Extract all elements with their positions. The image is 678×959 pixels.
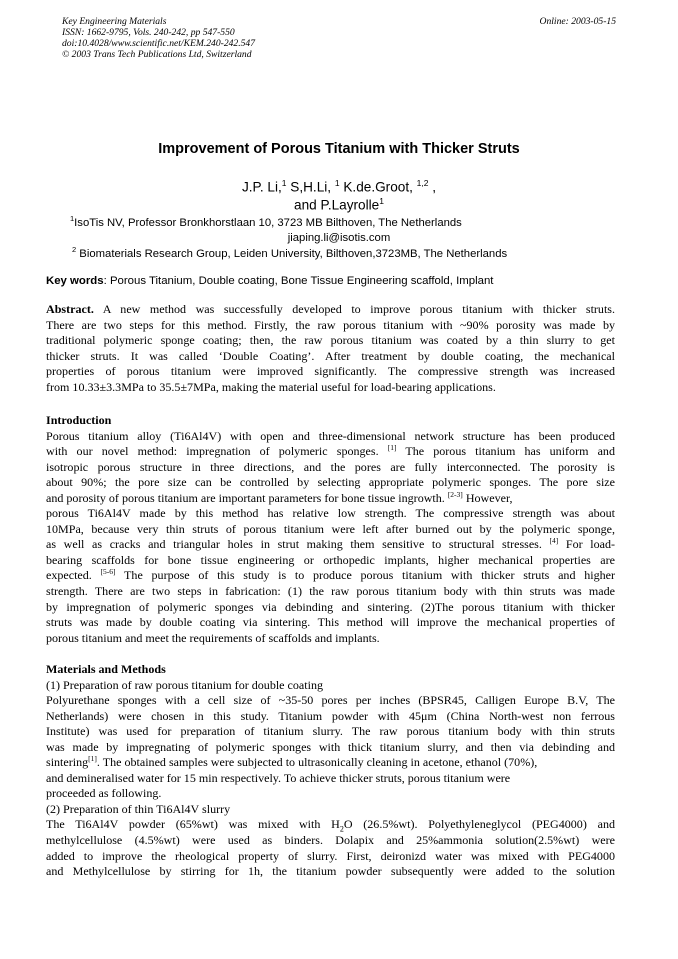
affiliation-2: $^2$ Biomaterials Research Group, Leiden University, Bilthoven,3723MB, The Netherlands: [72, 245, 508, 260]
citation: [1]: [88, 754, 97, 764]
keywords-label: Key words: [46, 275, 104, 287]
journal-name: Key Engineering Materials: [62, 16, 167, 27]
materials-subheading: (2) Preparation of thin Ti6Al4V slurry: [46, 801, 231, 816]
materials-line: was made by impregnating of polymeric sponges with thick titanium slurry, and then via debinding and: [46, 739, 615, 754]
materials-line: Polyurethane sponges with a cell size of ~35-50 pores per inches (BPSR45, Calligen Europe B.V, The: [46, 693, 615, 708]
affiliation-1: $^1$IsoTis NV, Professor Bronkhorstlaan 10, 3723 MB Bilthoven, The Netherlands: [70, 214, 462, 229]
abstract-section: [46, 302, 615, 395]
intro-line: and porosity of porous titanium are important parameters for bone tissue ingrowth. [2-3] However,: [46, 489, 513, 505]
materials-line: sintering[1]. The obtained samples were subjected to ultrasonically cleaning in acetone, ethanol (70%),: [46, 754, 538, 770]
abstract-line: There are two steps for this method. Firstly, the raw porous titanium with ~90% porosity was made by: [46, 317, 615, 332]
intro-line: strength. There are two steps in fabrication: (1) the raw porous titanium body with thin struts was made: [46, 584, 615, 599]
intro-line: by impregnation of polymeric sponges via debinding and sintering. (2)The porous titanium with thicker: [46, 599, 615, 614]
authors-line-2: and P.Layrolle$^1$: [294, 196, 384, 213]
materials-line: proceeded as following.: [46, 786, 162, 801]
materials-line: Institute) was used for preparation of titanium slurry. The raw porous titanium body with thin struts: [46, 724, 615, 739]
journal-issn: ISSN: 1662-9795, Vols. 240-242, pp 547-550: [62, 27, 235, 38]
intro-line: expected. [5-6] The purpose of this study is to produce porous titanium with thicker struts and higher: [46, 567, 615, 583]
abstract-line: traditional polymeric sponge coating; then, the raw porous titanium was coated by a thin slurry to get: [46, 333, 615, 348]
abstract-line: thicker struts. It was called ‘Double Coating’. After treatment by double coating, the mechanical: [46, 348, 615, 363]
materials-line: Netherlands) were chosen in this study. Titanium powder with 45μm (China North-west non ferrous: [46, 708, 615, 723]
abstract-line: from 10.33±3.3MPa to 35.5±7MPa, making the material useful for load-bearing applications.: [46, 379, 496, 394]
intro-line: Porous titanium alloy (Ti6Al4V) with open and three-dimensional network structure has been produced: [46, 428, 615, 443]
materials-line: The Ti6Al4V powder (65%wt) was mixed with $H_2O$ (26.5%wt). Polyethyleneglycol (PEG4000) and: [46, 817, 615, 834]
intro-line: porous titanium and meet the requirements of scaffolds and implants.: [46, 630, 380, 645]
citation: [5-6]: [100, 567, 116, 577]
intro-line: bearing scaffolds for bone tissue engineering or orthopedic implants, higher mechanical properties are: [46, 552, 615, 567]
abstract-line: properties of porous titanium were improved significantly. The compressive strength was increased: [46, 364, 615, 379]
intro-line: as well as cracks and triangular holes in strut making them sensitive to structural stresses. [4] For load-: [46, 536, 615, 552]
citation: [2-3]: [447, 489, 463, 499]
journal-copyright: © 2003 Trans Tech Publications Ltd, Switzerland: [62, 49, 252, 60]
intro-line: about 90%; the pore size can be controlled by selecting appropriate polymeric sponges. The pore size: [46, 475, 615, 490]
journal-header: [62, 16, 255, 60]
citation: [4]: [549, 536, 559, 546]
materials-line: methylcellulose (4.5%wt) were used as binders. Dolapix and 25%ammonia solution(2.5%wt) were: [46, 833, 615, 848]
introduction-section: [46, 413, 615, 646]
online-date: Online: 2003-05-15: [539, 16, 616, 27]
intro-line: struts was made by double coating via sintering. This method will improve the mechanical properties of: [46, 615, 615, 630]
materials-line: added to improve the rheological property of slurry. First, deironizd water was mixed with PEG4000: [46, 848, 615, 863]
introduction-heading: Introduction: [46, 413, 112, 427]
author-email: jiaping.li@isotis.com: [287, 232, 391, 244]
materials-subheading: (1) Preparation of raw porous titanium for double coating: [46, 677, 324, 692]
keywords: [46, 275, 493, 287]
materials-heading: Materials and Methods: [46, 662, 166, 676]
abstract-label: Abstract.: [46, 302, 94, 316]
paper-title: Improvement of Porous Titanium with Thicker Struts: [158, 141, 520, 157]
materials-section: [46, 662, 615, 880]
materials-line: and Methylcellulose by stirring for 1h, the titanium powder subsequently were added to the solution: [46, 864, 615, 879]
citation: [1]: [387, 443, 397, 453]
authors-line-1: J.P. Li,$^1$ S,H.Li, $^1$ K.de.Groot, $^{1,2}$ ,: [241, 178, 437, 195]
abstract-line: Abstract. A new method was successfully developed to improve porous titanium with thicker struts.: [46, 302, 615, 316]
intro-line: isotropic porous structure in three directions, and the pores are fully interconnected. The porosity is: [46, 459, 615, 474]
materials-line: and demineralised water for 15 min respectively. To achieve thicker struts, porous titanium were: [46, 770, 511, 785]
intro-line: porous Ti6Al4V made by this method has relative low strength. The compressive strength was about: [46, 506, 615, 521]
journal-doi: doi:10.4028/www.scientific.net/KEM.240-242.547: [62, 38, 256, 49]
intro-line: 10MPa, because very thin struts of porous titanium were left after burned out by the polymeric sponge,: [46, 521, 615, 536]
keywords-text: : Porous Titanium, Double coating, Bone Tissue Engineering scaffold, Implant: [103, 275, 494, 287]
intro-line: with our novel method: impregnation of polymeric sponges. [1] The porous titanium has uniform and: [46, 443, 615, 459]
